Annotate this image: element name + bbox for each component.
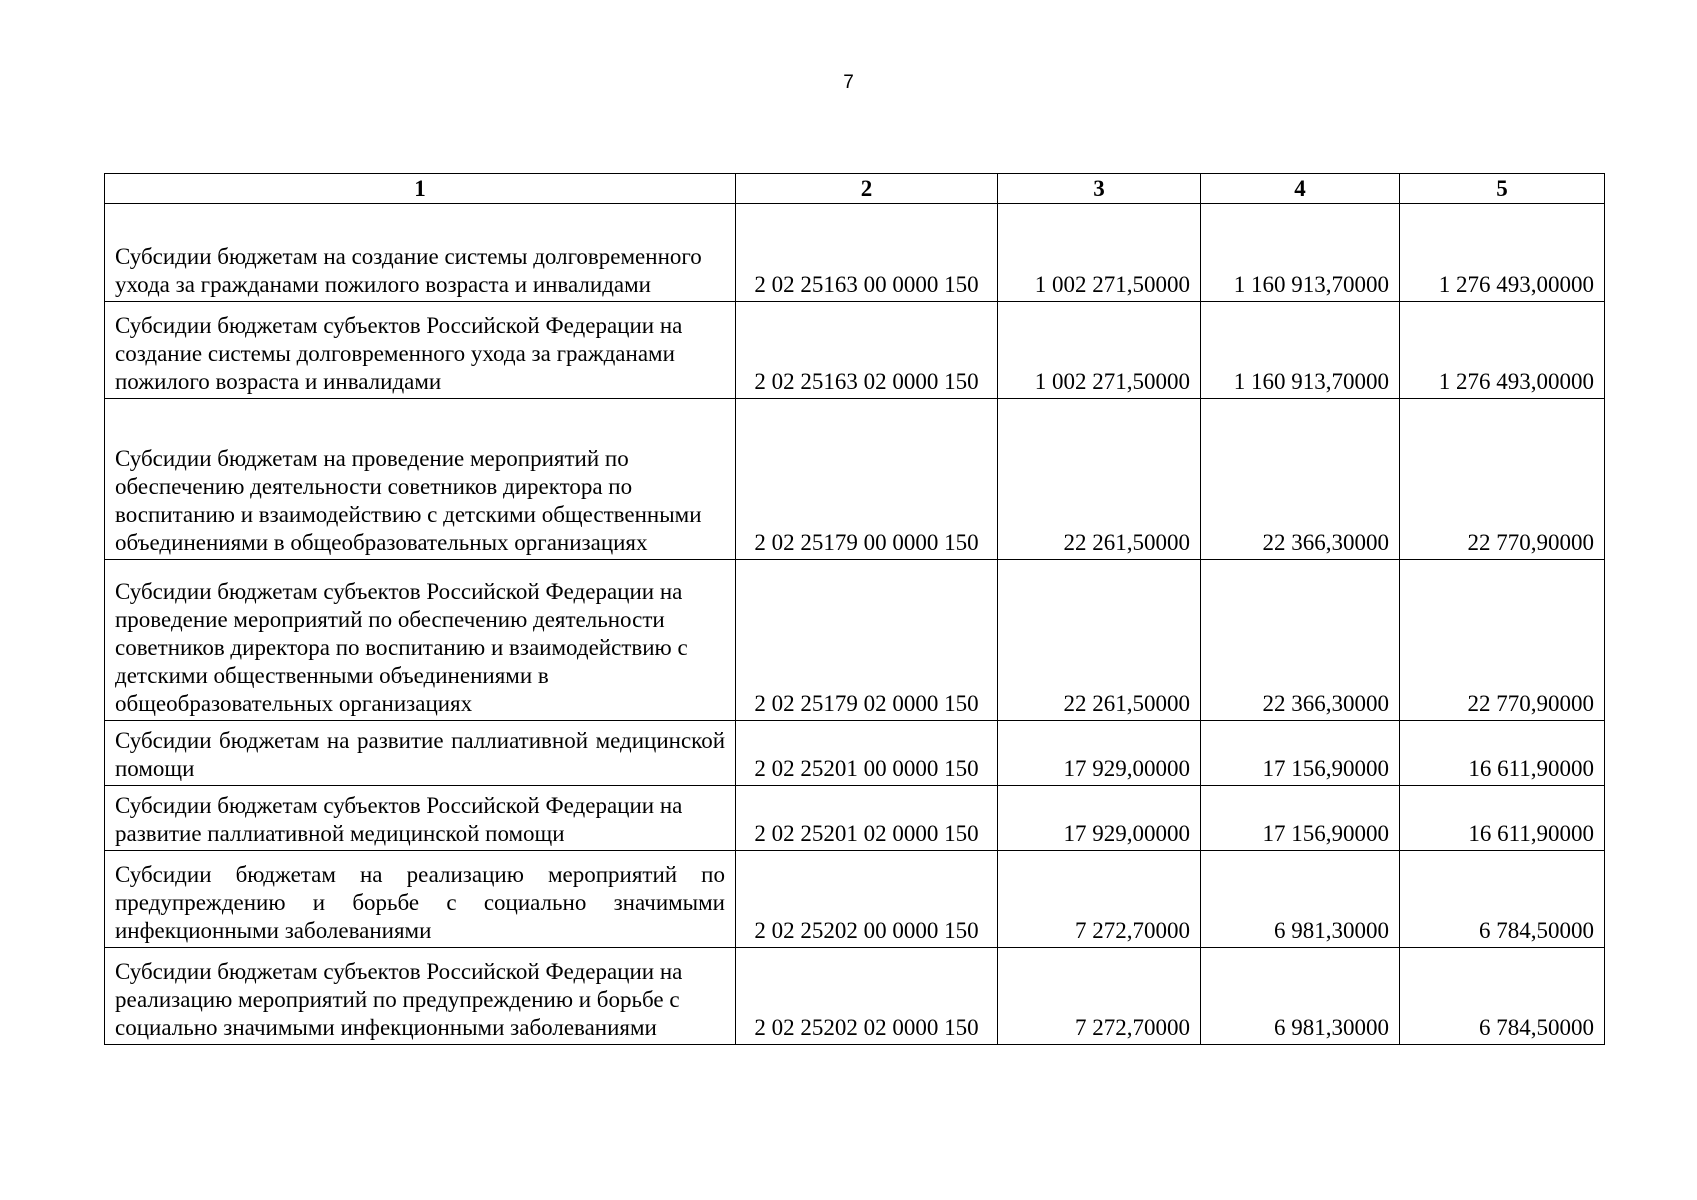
row-value-col4: 6 981,30000 (1201, 851, 1400, 948)
column-header-1: 1 (105, 174, 736, 204)
column-header-3: 3 (998, 174, 1201, 204)
table-header-row (105, 174, 1605, 204)
table-row (105, 204, 1605, 302)
row-value-col4: 17 156,90000 (1201, 786, 1400, 851)
row-value-col3: 17 929,00000 (998, 786, 1201, 851)
row-name-cell: Субсидии бюджетам на создание системы долговременного ухода за гражданами пожилого возраста и инвалидами (105, 204, 736, 302)
row-code-cell: 2 02 25179 00 0000 150 (736, 399, 998, 560)
table-row (105, 399, 1605, 560)
row-code-cell: 2 02 25201 02 0000 150 (736, 786, 998, 851)
row-name-cell: Субсидии бюджетам на развитие паллиативной медицинской помощи (105, 721, 736, 786)
row-value-col5: 22 770,90000 (1400, 560, 1605, 721)
row-value-col5: 1 276 493,00000 (1400, 204, 1605, 302)
row-code-cell: 2 02 25202 02 0000 150 (736, 948, 998, 1045)
row-code-cell: 2 02 25202 00 0000 150 (736, 851, 998, 948)
row-name-cell: Субсидии бюджетам на реализацию мероприятий по предупреждению и борьбе с социально значимыми инфекционными заболеваниями (105, 851, 736, 948)
row-value-col3: 22 261,50000 (998, 399, 1201, 560)
row-value-col3: 1 002 271,50000 (998, 204, 1201, 302)
row-value-col5: 1 276 493,00000 (1400, 302, 1605, 399)
table-row (105, 721, 1605, 786)
row-code-cell: 2 02 25163 02 0000 150 (736, 302, 998, 399)
row-value-col3: 1 002 271,50000 (998, 302, 1201, 399)
row-value-col5: 16 611,90000 (1400, 786, 1605, 851)
row-name-cell: Субсидии бюджетам на проведение мероприятий по обеспечению деятельности советников директора по воспитанию и взаимодействию с детскими общественными объединениями в общеобразовательных организациях (105, 399, 736, 560)
row-code-cell: 2 02 25163 00 0000 150 (736, 204, 998, 302)
row-value-col5: 16 611,90000 (1400, 721, 1605, 786)
table-row (105, 302, 1605, 399)
column-header-5: 5 (1400, 174, 1605, 204)
table-row (105, 948, 1605, 1045)
table-row (105, 786, 1605, 851)
column-header-2: 2 (736, 174, 998, 204)
row-name-cell: Субсидии бюджетам субъектов Российской Федерации на создание системы долговременного ухода за гражданами пожилого возраста и инвалидами (105, 302, 736, 399)
row-value-col4: 1 160 913,70000 (1201, 302, 1400, 399)
row-value-col4: 22 366,30000 (1201, 399, 1400, 560)
table-row (105, 851, 1605, 948)
row-name-cell: Субсидии бюджетам субъектов Российской Федерации на развитие паллиативной медицинской помощи (105, 786, 736, 851)
page-number: 7 (843, 72, 854, 93)
row-value-col3: 7 272,70000 (998, 948, 1201, 1045)
row-value-col3: 22 261,50000 (998, 560, 1201, 721)
row-value-col4: 6 981,30000 (1201, 948, 1400, 1045)
row-value-col5: 22 770,90000 (1400, 399, 1605, 560)
row-value-col4: 1 160 913,70000 (1201, 204, 1400, 302)
row-value-col4: 17 156,90000 (1201, 721, 1400, 786)
row-value-col3: 17 929,00000 (998, 721, 1201, 786)
row-name-cell: Субсидии бюджетам субъектов Российской Федерации на проведение мероприятий по обеспечению деятельности советников директора по воспитанию и взаимодействию с детскими общественными объединениями в общеобразовательных организациях (105, 560, 736, 721)
row-code-cell: 2 02 25201 00 0000 150 (736, 721, 998, 786)
row-value-col5: 6 784,50000 (1400, 948, 1605, 1045)
row-code-cell: 2 02 25179 02 0000 150 (736, 560, 998, 721)
table-row (105, 560, 1605, 721)
row-name-cell: Субсидии бюджетам субъектов Российской Федерации на реализацию мероприятий по предупреждению и борьбе с социально значимыми инфекционными заболеваниями (105, 948, 736, 1045)
row-value-col3: 7 272,70000 (998, 851, 1201, 948)
budget-table (104, 173, 1605, 1045)
row-value-col4: 22 366,30000 (1201, 560, 1400, 721)
row-value-col5: 6 784,50000 (1400, 851, 1605, 948)
column-header-4: 4 (1201, 174, 1400, 204)
